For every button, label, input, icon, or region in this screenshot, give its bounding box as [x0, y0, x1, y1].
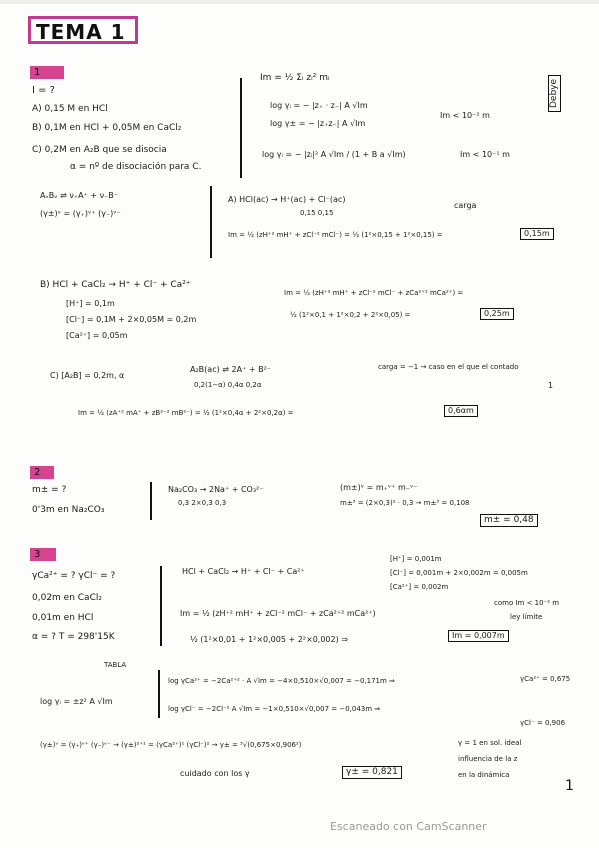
- scanner-watermark: Escaneado con CamScanner: [330, 820, 487, 833]
- divider-2: [210, 186, 212, 258]
- ex2-mean-molality: (m±)ᵛ = m₊ᵛ⁺ m₋ᵛ⁻: [340, 483, 418, 492]
- ex3-note-condition: como Im < 10⁻² m: [494, 599, 560, 607]
- ex3-given-2: 0,01m en HCl: [32, 613, 94, 623]
- ex3-given-3: α = ? T = 298'15K: [32, 632, 115, 642]
- ionic-strength-formula: Im = ½ Σᵢ zᵢ² mᵢ: [260, 73, 330, 83]
- ex2-question: m± = ?: [32, 485, 67, 495]
- ex3-mean-result: γ± = 0,821: [342, 766, 402, 779]
- ex3-table-label: TABLA: [104, 661, 127, 669]
- page-title: TEMA 1: [36, 20, 126, 44]
- exercise-2-number: 2: [34, 467, 41, 478]
- dissociation-general: AᵥBᵥ ⇌ ν₊A⁺ + ν₋B⁻: [40, 191, 118, 200]
- mean-activity-general: (γ±)ᵛ = (γ₊)ᵛ⁺ (γ₋)ᵛ⁻: [40, 209, 121, 218]
- page-number: 1: [565, 778, 574, 794]
- part-b-reaction: B) HCl + CaCl₂ → H⁺ + Cl⁻ + Ca²⁺: [40, 280, 191, 290]
- exercise-2-marker: [30, 466, 54, 479]
- ex1-part-c: C) 0,2M en A₂B que se disocia: [32, 145, 167, 155]
- part-a-ionic-strength: Im = ½ (zH⁺² mH⁺ + zCl⁻² mCl⁻) = ½ (1²×0,15 + 1²×0,15) =: [228, 231, 443, 239]
- ex3-gamma-cl: γCl⁻ = 0,906: [520, 719, 566, 727]
- ex3-reaction: HCl + CaCl₂ → H⁺ + Cl⁻ + Ca²⁺: [182, 567, 305, 576]
- ex1-question: I = ?: [32, 85, 55, 96]
- exercise-3-number: 3: [34, 549, 41, 560]
- top-edge: [0, 0, 599, 4]
- divider-4: [160, 566, 162, 646]
- ex1-part-c-alpha: α = nº de disociación para C.: [70, 162, 202, 172]
- debye-extended-condition: Im < 10⁻¹ m: [460, 150, 510, 159]
- part-b-cl-conc: [Cl⁻] = 0,1M + 2×0,05M = 0,2m: [66, 315, 197, 324]
- ex3-note-law: ley límite: [510, 613, 543, 621]
- ex3-log-cl: log γCl⁻ = −2Cl⁻² A √Im = −1×0,510×√0,007 = −0,043m ⇒: [168, 705, 381, 713]
- ex3-mean-activity: (γ±)ᵛ = (γ₊)ᵛ⁺ (γ₋)ᵛ⁻ → (γ±)²⁺¹ = (γCa²⁺)¹ (γCl⁻)² → γ± = ³√(0,675×0,906²): [40, 741, 302, 749]
- divider-5: [158, 670, 160, 718]
- ex3-careful-note: cuidado con los γ: [180, 769, 250, 778]
- ex3-ca-conc: [Ca²⁺] = 0,002m: [390, 583, 449, 591]
- part-b-h-conc: [H⁺] = 0,1m: [66, 299, 115, 308]
- ex2-reaction: Na₂CO₃ → 2Na⁺ + CO₃²⁻: [168, 485, 264, 494]
- part-c-reaction: A₂B(ac) ⇌ 2A⁺ + B²⁻: [190, 365, 271, 374]
- part-b-ca-conc: [Ca²⁺] = 0,05m: [66, 331, 128, 340]
- part-c-charge-value: 1: [548, 381, 554, 390]
- ex3-log-ca: log γCa²⁺ = −2Ca²⁺² · A √Im = −4×0,510×√0,007 = −0,171m ⇒: [168, 677, 395, 685]
- part-a-concentrations: 0,15 0,15: [300, 209, 334, 217]
- exercise-1-marker: [30, 66, 64, 79]
- ex2-given: 0'3m en Na₂CO₃: [32, 505, 105, 515]
- part-a-reaction: A) HCl(ac) → H⁺(ac) + Cl⁻(ac): [228, 195, 346, 204]
- exercise-1-number: 1: [34, 67, 41, 78]
- ex3-ionic-strength-result: Im = 0,007m: [448, 630, 509, 642]
- divider-3: [150, 482, 152, 520]
- debye-limit-formula-1: log γᵢ = − |z₊ · z₋| A √Im: [270, 101, 368, 110]
- divider-1: [240, 78, 242, 178]
- ex3-question: γCa²⁺ = ? γCl⁻ = ?: [32, 571, 116, 581]
- part-c-concentrations: 0,2(1−α) 0,4α 0,2α: [194, 381, 262, 389]
- ex1-part-a: A) 0,15 M en HCl: [32, 104, 108, 114]
- part-c-ionic-strength: Im = ½ (zA⁺² mA⁺ + zB²⁻² mB²⁻) = ½ (1²×0,4α + 2²×0,2α) =: [78, 409, 294, 417]
- ex1-part-b: B) 0,1M en HCl + 0,05M en CaCl₂: [32, 123, 182, 133]
- part-c-result: 0,6αm: [444, 405, 478, 417]
- part-c-charge-note: carga = −1 → caso en el que el contado: [378, 363, 519, 371]
- part-b-ionic-strength: Im = ½ (zH⁺² mH⁺ + zCl⁻² mCl⁻ + zCa²⁺² mCa²⁺) =: [284, 289, 464, 297]
- ex3-log-general: log γᵢ = ±z² A √Im: [40, 697, 113, 706]
- ex2-result: m± = 0,48: [480, 514, 538, 527]
- debye-extended-formula: log γᵢ = − |zᵢ|² A √Im / (1 + B a √Im): [262, 150, 406, 159]
- part-b-result: 0,25m: [480, 308, 514, 320]
- debye-side-label: Debye: [548, 75, 561, 112]
- debye-limit-condition: Im < 10⁻² m: [440, 111, 490, 120]
- ex3-side-note-1: γ = 1 en sol. ideal: [458, 739, 522, 747]
- ex3-cl-conc: [Cl⁻] = 0,001m + 2×0,002m = 0,005m: [390, 569, 528, 577]
- charge-note: carga: [454, 201, 477, 210]
- part-a-result: 0,15m: [520, 228, 554, 240]
- exercise-3-marker: [30, 548, 56, 561]
- ex3-ionic-strength-formula: Im = ½ (zH⁺² mH⁺ + zCl⁻² mCl⁻ + zCa²⁺² mCa²⁺): [180, 609, 376, 618]
- ex3-side-note-2: influencia de la z: [458, 755, 518, 763]
- debye-limit-formula-2: log γ± = − |z₊z₋| A √Im: [270, 119, 366, 128]
- ex3-given-1: 0,02m en CaCl₂: [32, 593, 102, 603]
- ex3-side-note-3: en la dinámica: [458, 771, 510, 779]
- part-b-ionic-strength-values: ½ (1²×0,1 + 1²×0,2 + 2²×0,05) =: [290, 311, 411, 319]
- ex3-gamma-ca: γCa²⁺ = 0,675: [520, 675, 571, 683]
- ex3-h-conc: [H⁺] = 0,001m: [390, 555, 442, 563]
- part-c-given: C) [A₂B] = 0,2m, α: [50, 371, 125, 380]
- ex2-concentrations: 0,3 2×0,3 0,3: [178, 499, 227, 507]
- ex3-ionic-strength-values: ½ (1²×0,01 + 1²×0,005 + 2²×0,002) ⇒: [190, 635, 348, 644]
- ex2-calculation: m±³ = (2×0,3)² · 0,3 → m±³ = 0,108: [340, 499, 470, 507]
